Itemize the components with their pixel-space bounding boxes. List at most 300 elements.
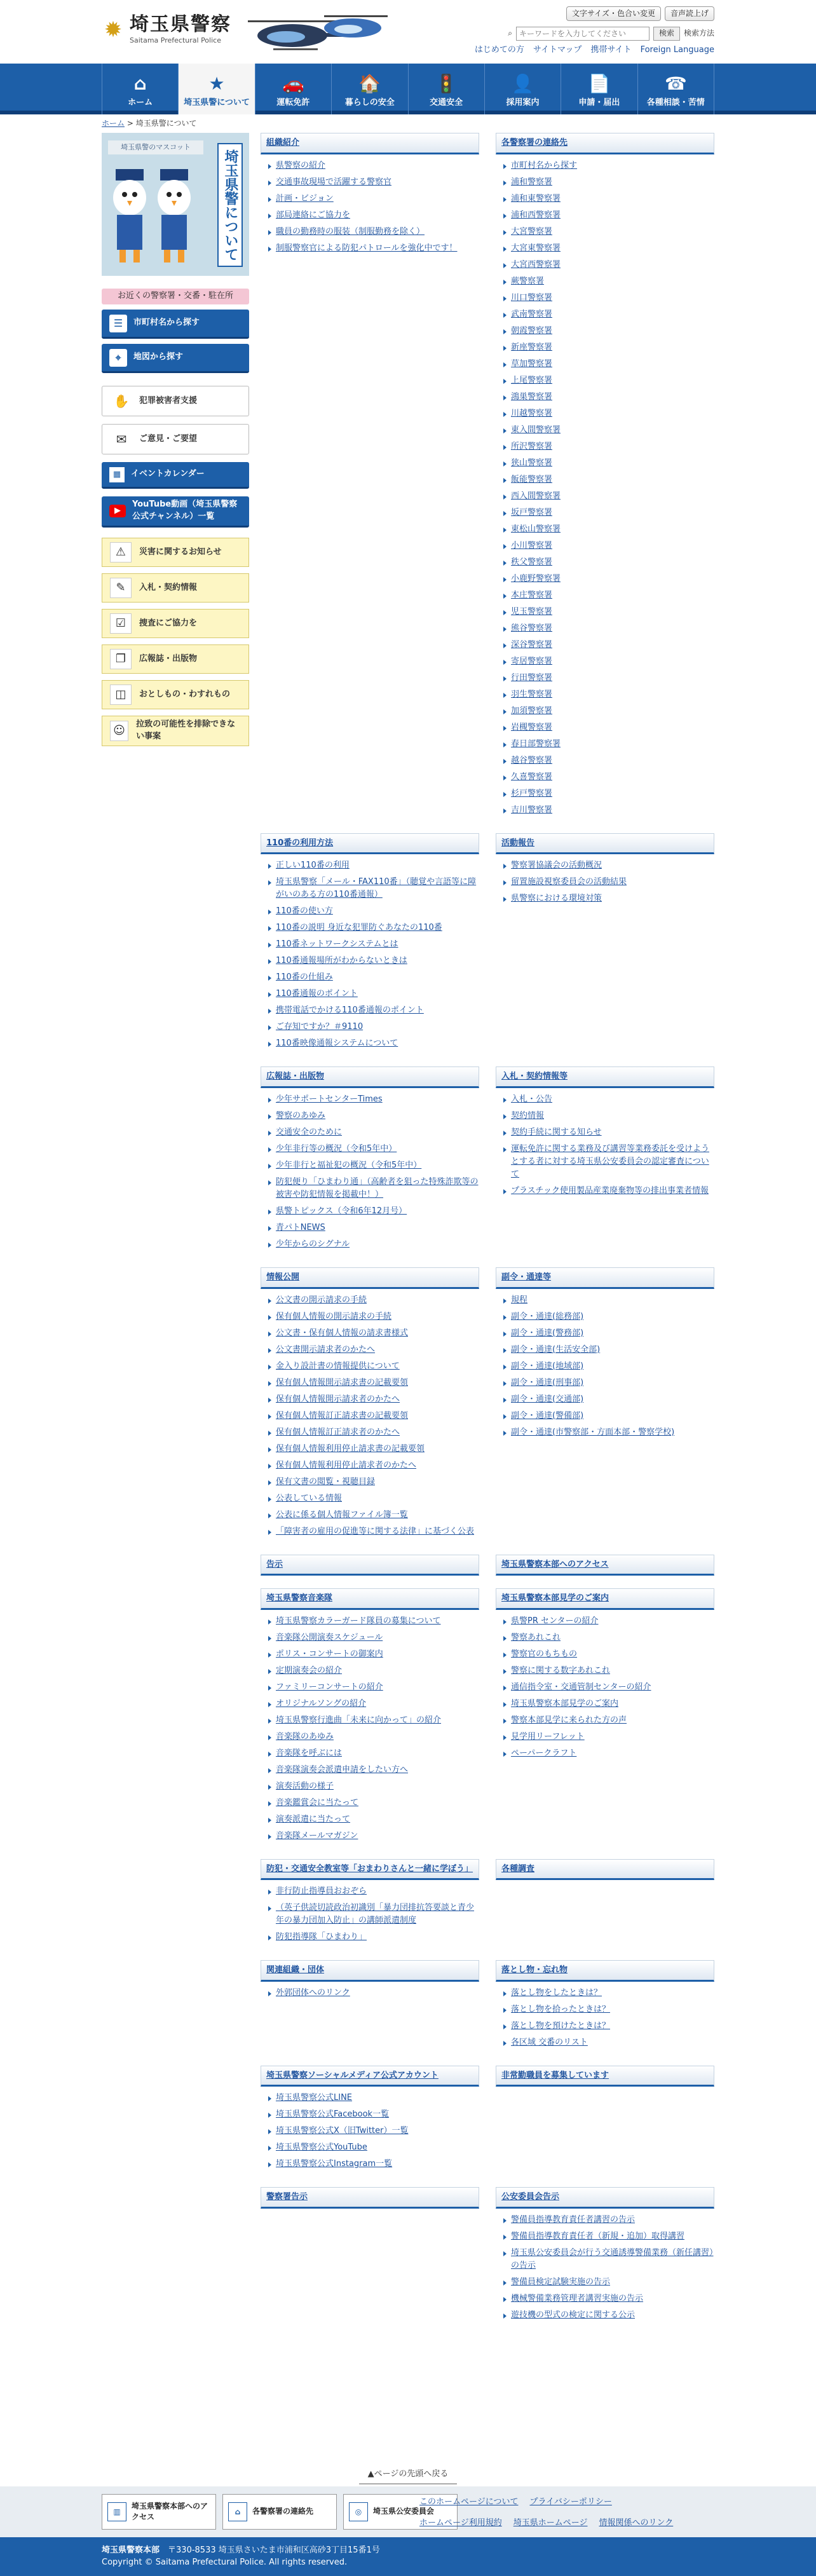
main-content [261,133,714,2338]
button-label: 入札・契約情報 [139,582,198,592]
section-box [261,833,479,1054]
section-link[interactable]: 110番映像通報システムについて [268,1037,479,1050]
section-link[interactable]: 110番通報のポイント [268,988,479,1000]
section-link[interactable]: 金入り設計書の情報提供について [268,1360,479,1373]
section-link[interactable]: 小川警察署 [503,540,714,552]
section-box [261,2066,479,2175]
button-label: 捜査にご協力を [139,618,198,628]
section-link[interactable]: 大宮西警察署 [503,259,714,271]
section-link-list [496,2209,714,2322]
section-link[interactable]: 公文書・保有個人情報の請求書様式 [268,1327,479,1340]
section-link[interactable]: 児玉警察署 [503,606,714,618]
footer-nav [0,2486,816,2537]
site-header [0,0,816,64]
sidebar [102,133,249,746]
nav-safety[interactable] [331,64,407,114]
section-link[interactable]: 職員の勤務時の服装（制服勤務を除く） [268,226,479,238]
button-label: 市町村名から探す [133,318,200,328]
section-link-list [496,1088,714,1197]
section-link[interactable]: 警察本部見学に来られた方の声 [503,1714,714,1727]
footer-stations-button[interactable] [222,2494,337,2530]
footer-link-terms[interactable]: ホームページ利用規約 [419,2518,502,2528]
section-link[interactable]: 機械警備業務管理者講習実施の告示 [503,2293,714,2305]
clipboard-icon: ☑ [110,613,132,634]
section-link[interactable]: 見学用リーフレット [503,1731,714,1743]
section-link[interactable]: 入札・公告 [503,1093,714,1106]
section-link[interactable]: 青パトNEWS [268,1222,479,1234]
section-link-list [496,154,714,817]
section-link[interactable]: オリジナルソングの紹介 [268,1698,479,1710]
section-link[interactable]: 東松山警察署 [503,523,714,536]
section-box [496,133,714,821]
nav-label: 運転免許 [276,98,310,108]
section-title-link[interactable]: 警察署告示 [261,2187,479,2209]
section-link[interactable]: 演奏活動の様子 [268,1780,479,1793]
footer-link-about-site[interactable]: このホームページについて [419,2497,519,2507]
section-link[interactable]: 埼玉県警察公式X（旧Twitter）一覧 [268,2125,479,2137]
section-title-link[interactable]: 埼玉県警察本部へのアクセス [496,1555,714,1576]
section-link[interactable]: 少年からのシグナル [268,1238,479,1251]
section-link-list [496,1982,714,2049]
section-link[interactable]: 副令・通達(市警察部・方面本部・警察学校) [503,1426,714,1439]
traffic-light-icon: 🚦 [435,73,458,95]
section-link[interactable]: 少年非行等の概況（令和5年中） [268,1143,479,1155]
youtube-button[interactable] [102,496,249,528]
header-link-mobile[interactable]: 携帯サイト [590,45,632,55]
nav-traffic[interactable] [408,64,484,114]
section-link[interactable]: プラスチック使用製品産業廃棄物等の排出事業者情報 [503,1185,714,1197]
section-link-list [496,1610,714,1760]
section-link[interactable]: 警察に関する数字あれこれ [503,1665,714,1677]
house-icon: 🏠 [358,73,381,95]
investigation-cooperation-button[interactable] [102,609,249,638]
section-link[interactable]: 武南警察署 [503,308,714,321]
section-title-link[interactable]: 埼玉県警察音楽隊 [261,1588,479,1610]
button-label: 各警察署の連絡先 [252,2507,314,2516]
nav-consultation[interactable] [637,64,714,114]
section-title-link[interactable]: 防犯・交通安全教室等「おまわりさんと一緒に学ぼう」 [261,1859,479,1881]
section-title-link[interactable]: 各種調査 [496,1859,714,1881]
book-icon: ❐ [110,649,132,669]
section-link[interactable]: 羽生警察署 [503,688,714,701]
section-link[interactable]: 浦和警察署 [503,176,714,189]
section-link[interactable]: 留置施設視察委員会の活動結果 [503,876,714,889]
section-link[interactable]: 浦和西警察署 [503,209,714,222]
header-links [475,44,714,57]
section-link[interactable]: 保有個人情報利用停止請求書の記載要領 [268,1443,479,1455]
site-footer [0,2537,816,2576]
section-link[interactable]: 県警PR センターの紹介 [503,1615,714,1628]
section-link[interactable]: 音楽隊メールマガジン [268,1830,479,1843]
mail-icon: ✉ [116,432,127,447]
section-link[interactable]: 川口警察署 [503,292,714,304]
button-label: ご意見・ご要望 [139,433,198,444]
section-link[interactable]: 東入間警察署 [503,424,714,437]
section-link[interactable]: 警察のあゆみ [268,1110,479,1122]
section-link[interactable]: 落とし物をしたときは？ [503,1987,714,2000]
section-box [496,1267,714,1542]
search-icon: ⌕ [508,29,512,38]
section-link[interactable]: （英子供読切読政治初識別「暴力団排抗答要談と青少年の暴力団加入防止」の講師派遣制度 [268,1902,479,1927]
section-link[interactable]: 春日部警察署 [503,738,714,751]
list-icon: ☰ [109,315,127,332]
section-link[interactable]: 保有文書の閲覧・視聴目録 [268,1476,479,1489]
section-link[interactable]: 音楽鑑賞会に当たって [268,1797,479,1809]
section-link[interactable]: 県警察における環境対策 [503,892,714,905]
section-link[interactable]: 久喜警察署 [503,771,714,784]
breadcrumb-current: 埼玉県警について [135,119,197,128]
button-label: 犯罪被害者支援 [139,395,198,405]
youtube-icon: ▶ [109,505,126,517]
section-link[interactable]: 草加警察署 [503,358,714,371]
opinion-button[interactable] [102,424,249,454]
section-link[interactable]: 警察あれこれ [503,1632,714,1644]
bidding-info-button[interactable] [102,573,249,603]
section-link[interactable]: 落とし物を預けたときは？ [503,2020,714,2033]
section-link[interactable]: 各区域 交番のリスト [503,2036,714,2049]
section-link[interactable]: 警備員検定試験実施の告示 [503,2276,714,2289]
search-button[interactable]: 検索 [653,27,680,40]
section-link[interactable]: 防犯便り「ひまわり通」（高齢者を狙った特殊詐欺等の被害や防犯情報を掲載中！） [268,1176,479,1201]
section-link[interactable]: 飯能警察署 [503,474,714,486]
section-link[interactable]: 警備員指導教育責任者講習の告示 [503,2214,714,2226]
section-link[interactable]: 朝霞警察署 [503,325,714,337]
badge-icon: ★ [208,73,225,95]
contract-icon: ✎ [110,578,132,598]
mascot-board-text: 埼玉県警のマスコット [108,140,203,154]
section-box [496,1555,714,1576]
police-emblem-icon: ✹ [104,17,123,43]
section-link[interactable]: 保有個人情報開示請求者のかたへ [268,1393,479,1406]
bag-icon: ◫ [110,685,132,705]
site-search [508,27,714,41]
section-link[interactable]: 少年非行と福祉犯の概況（令和5年中） [268,1159,479,1172]
publications-button[interactable] [102,644,249,674]
breadcrumb-home[interactable]: ホーム [102,119,125,128]
section-link-list [261,1610,479,1843]
section-link[interactable]: 大宮警察署 [503,226,714,238]
section-link[interactable]: 市町村名から探す [503,160,714,172]
section-title-link[interactable]: 非常勤職員を募集しています [496,2066,714,2087]
section-link[interactable]: 副令・通達(生活安全部) [503,1344,714,1356]
phone-icon: ☎ [664,73,687,95]
section-link[interactable]: 行田警察署 [503,672,714,685]
section-link[interactable]: 埼玉県警察公式LINE [268,2092,479,2104]
nav-label: 採用案内 [506,98,540,108]
section-title-link[interactable]: 関連組織・団体 [261,1960,479,1982]
nav-label: 埼玉県警について [184,98,250,108]
breadcrumb [102,114,816,133]
section-link[interactable]: 公文書開示請求者のかたへ [268,1344,479,1356]
section-title-link[interactable]: 公安委員会告示 [496,2187,714,2209]
search-by-city-button[interactable] [102,310,249,339]
person-icon: ☺ [110,721,128,741]
section-link[interactable]: 運転免許に関する業務及び講習等業務委託を受けようとする者に対する埼玉県公安委員会の認定審査について [503,1143,714,1181]
section-link[interactable]: 110番ネットワークシステムとは [268,938,479,951]
section-link[interactable]: 所沢警察署 [503,440,714,453]
section-link[interactable]: 110番の使い方 [268,905,479,918]
section-link[interactable]: 寄居警察署 [503,655,714,668]
section-link[interactable]: 規程 [503,1294,714,1307]
section-link[interactable]: 狭山警察署 [503,457,714,470]
section-link[interactable]: 音楽隊のあゆみ [268,1731,479,1743]
section-link[interactable]: 副令・通達(刑事部) [503,1377,714,1389]
section-link[interactable]: 熊谷警察署 [503,622,714,635]
footer-link-prefecture[interactable]: 埼玉県ホームページ [513,2518,588,2528]
section-link[interactable]: 深谷警察署 [503,639,714,651]
section-link[interactable]: 鴻巣警察署 [503,391,714,404]
header-link-beginners[interactable]: はじめての方 [474,45,524,55]
section-box [261,1859,479,1948]
button-label: 拉致の可能性を排除できない事案 [136,719,236,741]
section-box [496,1588,714,1846]
section-link[interactable]: 交通事故現場で活躍する警察官 [268,176,479,189]
section-link[interactable]: 上尾警察署 [503,374,714,387]
section-link-list [261,2087,479,2171]
section-link[interactable]: 110番通報場所がわからないときは [268,955,479,967]
section-link-list [261,1088,479,1251]
button-label: イベントカレンダー [131,469,205,479]
button-label: 埼玉県警察本部へのアクセス [132,2501,208,2521]
nav-label: 申請・届出 [578,98,620,108]
section-link[interactable]: 西入間警察署 [503,490,714,503]
section-link[interactable]: 蕨警察署 [503,275,714,288]
page-top-link[interactable] [0,2466,816,2484]
section-link[interactable]: 保有個人情報訂正請求者のかたへ [268,1426,479,1439]
section-title-link[interactable]: 副令・通達等 [496,1267,714,1289]
footer-copyright: Copyright © Saitama Prefectural Police. All rights reserved. [102,2557,348,2567]
section-link[interactable]: 110番の説明 身近な犯罪防ぐあなたの110番 [268,922,479,934]
nav-label: 各種相談・苦情 [646,98,705,108]
section-link[interactable]: 演奏派遣に当たって [268,1813,479,1826]
search-input[interactable] [516,27,649,41]
event-calendar-button[interactable] [102,462,249,489]
section-link[interactable]: 浦和東警察署 [503,193,714,205]
support-hands-icon: ✋ [113,393,130,409]
helicopter-illustration [235,3,394,61]
section-link[interactable]: 音楽隊を呼ぶには [268,1747,479,1760]
section-box [496,2066,714,2175]
section-link-list [261,1982,479,2000]
section-link[interactable]: 公文書の開示請求の手続 [268,1294,479,1307]
section-box [261,2187,479,2326]
header-link-sitemap[interactable]: サイトマップ [533,45,582,55]
button-label: 広報誌・出版物 [139,653,198,664]
section-link[interactable]: 川越警察署 [503,407,714,420]
section-title-link[interactable]: 埼玉県警察本部見学のご案内 [496,1588,714,1610]
section-link[interactable]: 埼玉県警察行進曲「未来に向かって」の紹介 [268,1714,479,1727]
speech-button[interactable]: 音声読上げ [665,6,714,21]
section-link[interactable]: 保有個人情報開示請求書の記載要領 [268,1377,479,1389]
button-label: おとしもの・わすれもの [139,689,231,699]
footer-link-related[interactable]: 情報関係へのリンク [599,2518,674,2528]
crime-victim-support-button[interactable] [102,386,249,416]
breadcrumb-separator: > [126,119,133,128]
section-link[interactable]: 埼玉県公安委員会が行う交通誘導警備業務（新任講習）の告示 [503,2247,714,2272]
section-link[interactable]: 吉川警察署 [503,804,714,817]
map-pin-icon: ⌖ [109,349,127,367]
section-link[interactable]: 携帯電話でかける110番通報のポイント [268,1004,479,1017]
section-link[interactable]: 公表している情報 [268,1492,479,1505]
section-link-list [261,154,479,255]
section-link[interactable]: 保有個人情報利用停止請求者のかたへ [268,1459,479,1472]
header-link-foreign-language[interactable]: Foreign Language [640,45,714,55]
calendar-icon: ▦ [109,467,125,482]
section-title-link[interactable]: 組織紹介 [261,133,479,154]
section-link[interactable]: 音楽隊演奏会派遣申請をしたい方へ [268,1764,479,1776]
nav-label: 暮らしの安全 [344,98,395,108]
section-link-list [261,854,479,1050]
section-link[interactable]: 埼玉県警察カラーガード隊員の募集について [268,1615,479,1628]
section-title-link[interactable]: 活動報告 [496,833,714,855]
section-link[interactable]: 落とし物を拾ったときは？ [503,2003,714,2016]
section-link[interactable]: 正しい110番の利用 [268,859,479,872]
section-link[interactable]: 埼玉県警察公式Instagram一覧 [268,2158,479,2171]
section-link[interactable]: 埼玉県警察公式YouTube [268,2141,479,2154]
mascot-banner[interactable] [102,133,249,276]
section-title-link[interactable]: 広報誌・出版物 [261,1067,479,1088]
section-link[interactable]: 副令・通達(警備部) [503,1410,714,1422]
section-title-link[interactable]: 告示 [261,1555,479,1576]
section-link[interactable]: 警察署協議会の活動概況 [503,859,714,872]
section-link[interactable]: 警察官のもちもの [503,1648,714,1661]
section-link[interactable]: ご存知ですか？＃9110 [268,1021,479,1033]
section-title-link[interactable]: 埼玉県警察ソーシャルメディア公式アカウント [261,2066,479,2087]
person-icon: 👤 [512,73,534,95]
section-link[interactable]: 小鹿野警察署 [503,573,714,585]
section-link[interactable]: 保有個人情報の開示請求の手続 [268,1311,479,1323]
section-link[interactable]: 非行防止指導員おおぞら [268,1885,479,1898]
section-link[interactable]: ファミリーコンサートの紹介 [268,1681,479,1694]
section-link[interactable]: 副令・通達(地域部) [503,1360,714,1373]
section-title-link[interactable]: 各警察署の連絡先 [496,133,714,154]
section-link[interactable]: 坂戸警察署 [503,507,714,519]
section-link[interactable]: 副令・通達(交通部) [503,1393,714,1406]
section-link-list [261,1880,479,1944]
disaster-info-button[interactable] [102,538,249,567]
section-box [496,2187,714,2326]
global-nav [0,64,816,114]
section-link[interactable]: 加須警察署 [503,705,714,718]
section-box [261,1555,479,1576]
nav-about[interactable] [178,64,254,114]
section-box [496,1960,714,2053]
car-icon: 🚗 [282,73,304,95]
section-box [496,1859,714,1948]
section-box [496,1067,714,1255]
section-box [496,833,714,1054]
mascot-vertical-title: 埼玉県警について [217,143,243,267]
section-link[interactable]: 「障害者の雇用の促進等に関する法律」に基づく公表 [268,1525,479,1538]
section-title-link[interactable]: 情報公開 [261,1267,479,1289]
building-icon: ▥ [107,2502,126,2521]
home-icon: ⌂ [133,73,147,95]
footer-link-privacy[interactable]: プライバシーポリシー [529,2497,612,2507]
nav-home[interactable] [102,64,178,114]
section-link[interactable]: 計画・ビジョン [268,193,479,205]
section-link-list [496,1289,714,1439]
commission-icon: ◎ [349,2502,368,2521]
section-title-link[interactable]: 入札・契約情報等 [496,1067,714,1088]
button-label: 地図から探す [133,352,184,362]
logo-subtitle: Saitama Prefectural Police [130,36,221,44]
section-link[interactable]: 警備員指導教育責任者（新規・追加）取得講習 [503,2230,714,2243]
section-link[interactable]: 制服警察官による防犯パトロールを強化中です！ [268,242,479,255]
section-link[interactable]: 110番の仕組み [268,971,479,984]
lost-items-button[interactable] [102,680,249,709]
section-link[interactable]: 遊技機の型式の検定に関する公示 [503,2309,714,2322]
section-link[interactable]: 県警察の紹介 [268,160,479,172]
section-title-link[interactable]: 110番の利用方法 [261,833,479,855]
section-link[interactable]: 埼玉県警察公式Facebook一覧 [268,2108,479,2121]
search-by-map-button[interactable] [102,344,249,373]
section-link[interactable]: 杉戸警察署 [503,787,714,800]
section-link[interactable]: 音楽隊公開演奏スケジュール [268,1632,479,1644]
section-link[interactable]: 副令・通達(警務部) [503,1327,714,1340]
section-link[interactable]: 秩父警察署 [503,556,714,569]
button-label: 埼玉県公安委員会 [373,2507,435,2516]
section-link[interactable]: ペーパークラフト [503,1747,714,1760]
section-link[interactable]: 保有個人情報訂正請求書の記載要領 [268,1410,479,1422]
section-link-list [496,854,714,905]
section-link[interactable]: 副令・通達(総務部) [503,1311,714,1323]
section-link[interactable]: 定期演奏会の紹介 [268,1665,479,1677]
warning-icon: ⚠ [110,542,132,562]
nav-applications[interactable] [561,64,637,114]
nearby-police-label: お近くの警察署・交番・駐在所 [102,289,249,304]
logo-title: 埼玉県警察 [130,13,231,36]
section-link[interactable]: 部局連絡にご協力を [268,209,479,222]
section-box [261,1960,479,2053]
section-link-list [261,1289,479,1538]
section-link[interactable]: 新座警察署 [503,341,714,354]
section-link[interactable]: 県警トピックス（令和6年12月号） [268,1205,479,1218]
section-link[interactable]: 公表に係る個人情報ファイル簿一覧 [268,1509,479,1522]
station-icon: ⌂ [228,2502,247,2521]
mascot-bird-right [155,169,193,264]
footer-address: 〒330-8533 埼玉県さいたま市浦和区高砂3丁目15番1号 [168,2545,380,2555]
nav-label: 交通安全 [430,98,463,108]
section-link[interactable]: 外郭団体へのリンク [268,1987,479,2000]
nav-driver-license[interactable] [255,64,331,114]
section-link[interactable]: 少年サポートセンターTimes [268,1093,479,1106]
section-link[interactable]: 契約情報 [503,1110,714,1122]
section-link[interactable]: 大宮東警察署 [503,242,714,255]
nav-recruit[interactable] [484,64,561,114]
section-link[interactable]: 岩槻警察署 [503,721,714,734]
footer-access-button[interactable] [102,2494,216,2530]
section-link[interactable]: 越谷警察署 [503,754,714,767]
section-title-link[interactable]: 落とし物・忘れ物 [496,1960,714,1982]
footer-org-name: 埼玉県警察本部 [102,2545,160,2555]
section-box [261,133,479,821]
section-link[interactable]: 防犯指導隊「ひまわり」 [268,1931,479,1944]
section-link[interactable]: 契約手続に関する知らせ [503,1126,714,1139]
section-link[interactable]: 交通安全のために [268,1126,479,1139]
section-box [261,1588,479,1846]
section-link[interactable]: 埼玉県警察「メール・FAX110番」（聴覚や言語等に障がいのある方の110番通報） [268,876,479,901]
section-link[interactable]: 埼玉県警察本部見学のご案内 [503,1698,714,1710]
section-link[interactable]: 本庄警察署 [503,589,714,602]
abduction-cases-button[interactable] [102,716,249,746]
search-help-link[interactable]: 検索方法 [683,29,714,38]
section-link[interactable]: ポリス・コンサートの御案内 [268,1648,479,1661]
document-icon: 📄 [588,73,611,95]
section-link[interactable]: 通信指令室・交通管制センターの紹介 [503,1681,714,1694]
font-size-color-button[interactable]: 文字サイズ・色合い変更 [566,6,661,21]
mascot-bird-left [111,169,149,264]
site-logo[interactable] [102,14,231,46]
